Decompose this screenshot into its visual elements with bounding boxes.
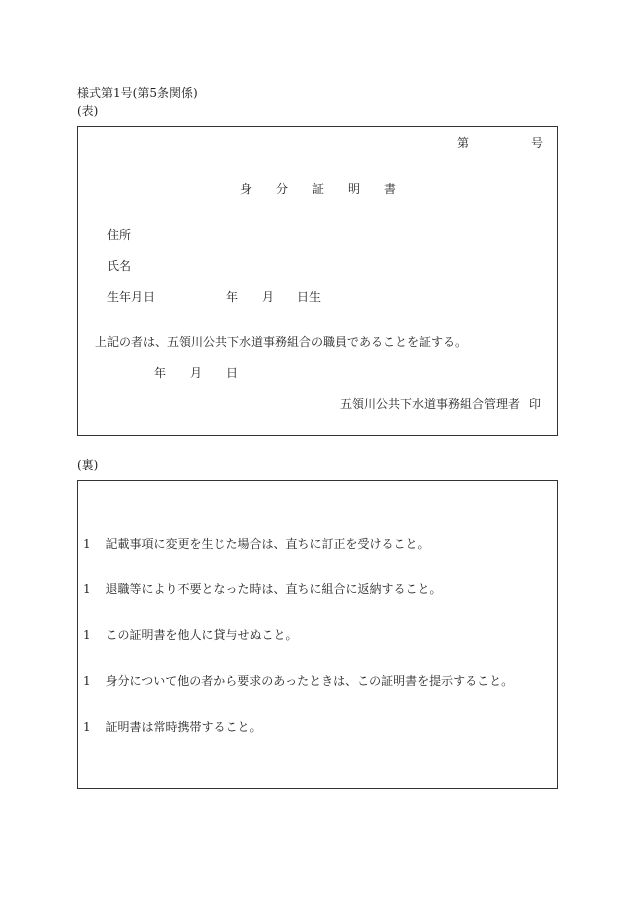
- notice-item-text: 身分について他の者から要求のあったときは、この証明書を提示すること。: [105, 674, 514, 688]
- dob-label: 生年月日: [107, 290, 156, 304]
- name-label: 氏名: [107, 259, 132, 273]
- back-label: (裏): [77, 458, 99, 472]
- front-label: (表): [77, 104, 99, 118]
- number-prefix: 第: [457, 136, 470, 150]
- notice-item-text: 証明書は常時携帯すること。: [105, 720, 262, 734]
- notice-item: [83, 720, 261, 734]
- notice-item: [83, 537, 429, 551]
- notice-item-number: 1: [83, 628, 91, 642]
- date-year: 年: [154, 366, 167, 380]
- notice-item-number: 1: [83, 674, 91, 688]
- dob-day: 日生: [297, 290, 322, 304]
- notice-item: [83, 582, 441, 596]
- title-char: 書: [384, 182, 397, 196]
- notice-item-text: この証明書を他人に貸与せぬこと。: [105, 628, 298, 642]
- notice-item-number: 1: [83, 582, 91, 596]
- issuer-name: 五領川公共下水道事務組合管理者: [340, 397, 521, 411]
- title-char: 明: [348, 182, 361, 196]
- dob-year: 年: [226, 290, 239, 304]
- number-suffix: 号: [531, 136, 544, 150]
- notice-item: [83, 628, 297, 642]
- notice-item: [83, 674, 513, 688]
- notice-item-text: 記載事項に変更を生じた場合は、直ちに訂正を受けること。: [105, 537, 430, 551]
- title-char: 身: [240, 182, 253, 196]
- form-label: 様式第1号(第5条関係): [77, 86, 198, 100]
- dob-month: 月: [262, 290, 275, 304]
- address-label: 住所: [107, 228, 132, 242]
- front-side-box: [77, 126, 558, 436]
- notice-item-text: 退職等により不要となった時は、直ちに組合に返納すること。: [105, 582, 442, 596]
- notice-item-number: 1: [83, 720, 91, 734]
- title-char: 証: [312, 182, 325, 196]
- certification-statement: 上記の者は、五領川公共下水道事務組合の職員であることを証する。: [95, 335, 468, 349]
- date-month: 月: [190, 366, 203, 380]
- seal-mark: 印: [529, 397, 542, 411]
- back-side-box: [77, 480, 558, 789]
- notice-item-number: 1: [83, 537, 91, 551]
- title-char: 分: [276, 182, 289, 196]
- date-day: 日: [226, 366, 239, 380]
